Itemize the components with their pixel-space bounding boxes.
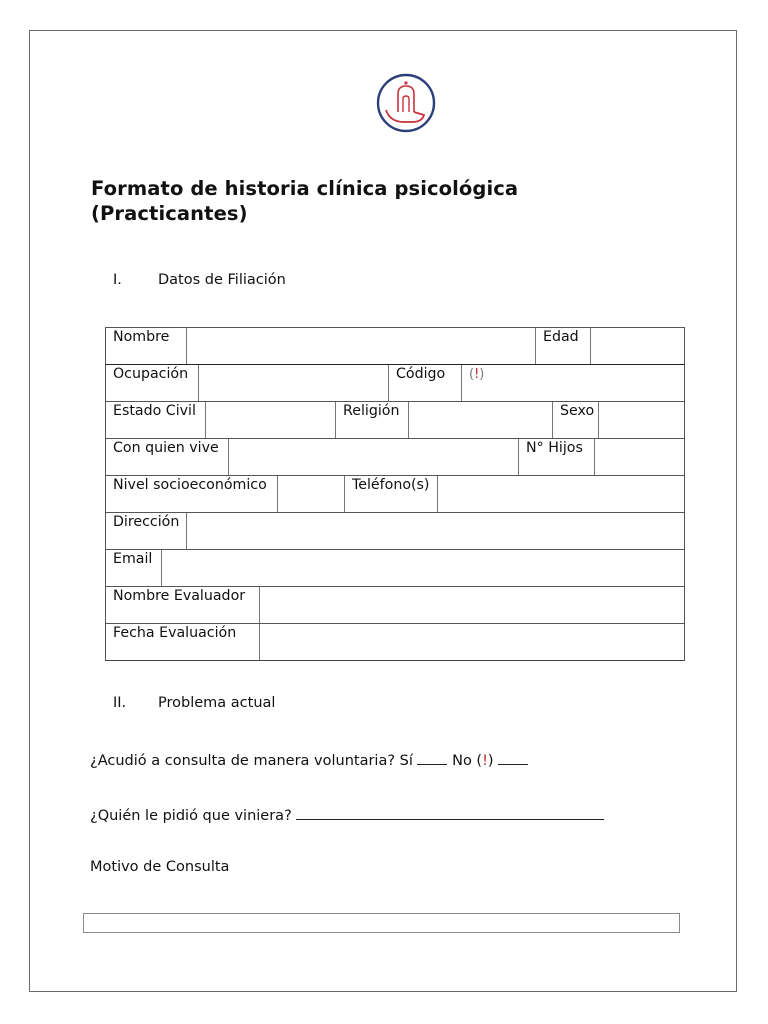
warning-indicator: (!): [469, 367, 485, 382]
field-n-hijos[interactable]: [595, 439, 684, 475]
field-codigo[interactable]: [462, 365, 684, 401]
warning-indicator: (!): [476, 753, 494, 769]
section-heading-filiacion: [113, 272, 286, 288]
label-telefono: Teléfono(s): [345, 476, 438, 512]
institution-logo-icon: [376, 72, 436, 134]
label-religion: Religión: [336, 402, 409, 438]
document-title: [91, 176, 518, 226]
table-row: [105, 623, 685, 661]
question-text: ¿Quién le pidió que viniera?: [90, 808, 292, 824]
label-nombre-evaluador: Nombre Evaluador: [106, 587, 260, 623]
field-nombre[interactable]: [187, 328, 536, 364]
section-number: I.: [113, 272, 122, 288]
field-nombre-evaluador[interactable]: [260, 587, 684, 623]
field-direccion[interactable]: [187, 513, 684, 549]
label-direccion: Dirección: [106, 513, 187, 549]
table-row: [105, 549, 685, 586]
warning-icon: !: [474, 367, 480, 382]
field-estado-civil[interactable]: [206, 402, 336, 438]
field-email[interactable]: [162, 550, 684, 586]
field-religion[interactable]: [409, 402, 553, 438]
field-telefono[interactable]: [438, 476, 684, 512]
who-asked-answer-blank[interactable]: [296, 805, 604, 820]
section-label: Problema actual: [158, 695, 276, 711]
no-answer-blank[interactable]: [498, 750, 528, 765]
section-heading-problema-actual: [113, 695, 275, 711]
question-voluntary: [90, 750, 528, 769]
label-nombre: Nombre: [106, 328, 187, 364]
label-edad: Edad: [536, 328, 591, 364]
label-con-quien-vive: Con quien vive: [106, 439, 229, 475]
table-row: [105, 364, 685, 401]
field-con-quien-vive[interactable]: [229, 439, 519, 475]
label-codigo: Código: [389, 365, 462, 401]
title-line-1: Formato de historia clínica psicológica: [91, 177, 519, 200]
label-ocupacion: Ocupación: [106, 365, 199, 401]
section-label: Datos de Filiación: [158, 272, 286, 288]
table-row: [105, 586, 685, 623]
label-estado-civil: Estado Civil: [106, 402, 206, 438]
field-ocupacion[interactable]: [199, 365, 389, 401]
filiation-table: [105, 327, 685, 661]
table-row: [105, 512, 685, 549]
yes-label: Sí: [399, 753, 413, 769]
table-row: [105, 401, 685, 438]
reason-label: Motivo de Consulta: [90, 859, 230, 875]
warning-icon: !: [482, 753, 488, 769]
label-nivel-socioeconomico: Nivel socioeconómico: [106, 476, 278, 512]
section-number: II.: [113, 695, 127, 711]
table-row: [105, 438, 685, 475]
title-line-2: (Practicantes): [91, 202, 248, 225]
question-text: ¿Acudió a consulta de manera voluntaria?: [90, 753, 396, 769]
field-sexo[interactable]: [599, 402, 684, 438]
field-nivel-socioeconomico[interactable]: [278, 476, 345, 512]
table-row: [105, 327, 685, 364]
field-fecha-evaluacion[interactable]: [260, 624, 684, 660]
reason-answer-box[interactable]: [83, 913, 680, 933]
yes-answer-blank[interactable]: [417, 750, 447, 765]
field-edad[interactable]: [591, 328, 684, 364]
label-email: Email: [106, 550, 162, 586]
label-sexo: Sexo: [553, 402, 599, 438]
question-who-asked: [90, 805, 604, 824]
label-fecha-evaluacion: Fecha Evaluación: [106, 624, 260, 660]
label-n-hijos: N° Hijos: [519, 439, 595, 475]
table-row: [105, 475, 685, 512]
no-label: No: [452, 753, 472, 769]
